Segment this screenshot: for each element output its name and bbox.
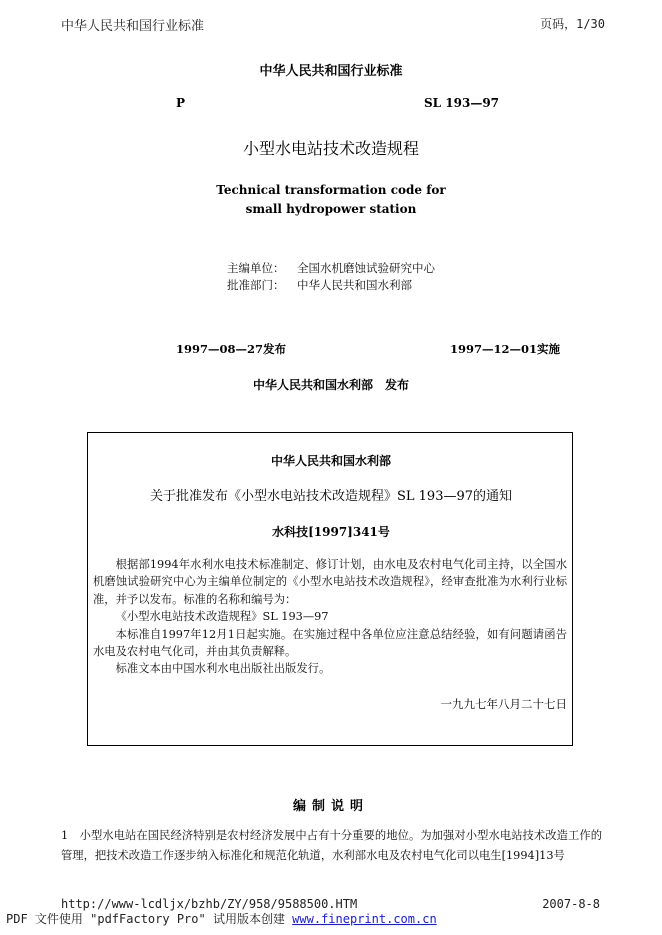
- notice-date: 一九九七年八月二十七日: [440, 697, 567, 711]
- approver-value: 中华人民共和国水利部: [297, 278, 412, 292]
- notice-paragraph: 《小型水电站技术改造规程》SL 193—97: [115, 610, 329, 624]
- explanation-body: [61, 826, 602, 866]
- notice-body: [93, 556, 567, 678]
- english-title-line-2: small hydropower station: [245, 202, 417, 216]
- effective-date: 1997—12—01实施: [450, 342, 561, 356]
- explanation-paragraph: 1 小型水电站在国民经济特别是农村经济发展中占有十分重要的地位。为加强对小型水电站技术改造工作的管理，把技术改造工作逐步纳入标准化和规范化轨道，水利部水电及农村电气化司以电生[1994]13号: [61, 829, 602, 862]
- editor-value: 全国水机磨蚀试验研究中心: [297, 261, 435, 275]
- classification-label: P: [176, 96, 186, 110]
- footer-url[interactable]: http://www-lcdljx/bzhb/ZY/958/9588500.HTM: [61, 897, 358, 911]
- editor-row: [227, 260, 435, 276]
- pdf-notice-text: PDF 文件使用 "pdfFactory Pro" 试用版本创建: [6, 912, 293, 926]
- notice-org: 中华人民共和国水利部: [270, 454, 391, 468]
- notice-paragraph: 本标准自1997年12月1日起实施。在实施过程中各单位应注意总结经验，如有问题请函告水电及农村电气化司，并由其负责解释。: [93, 627, 567, 659]
- pdf-creator-notice: [6, 910, 437, 927]
- document-title: 小型水电站技术改造规程: [242, 139, 419, 158]
- notice-doc-number: 水科技[1997]341号: [272, 525, 390, 539]
- approver-row: [227, 277, 412, 293]
- approver-label: 批准部门：: [227, 278, 285, 292]
- standard-heading: 中华人民共和国行业标准: [259, 64, 403, 79]
- english-title-line-1: Technical transformation code for: [216, 183, 446, 197]
- publisher-line: 中华人民共和国水利部 发布: [252, 378, 409, 392]
- notice-title: 关于批准发布《小型水电站技术改造规程》SL 193—97的通知: [149, 489, 513, 504]
- fineprint-link[interactable]: www.fineprint.com.cn: [292, 912, 437, 926]
- notice-paragraph: 根据部1994年水利水电技术标准制定、修订计划，由水电及农村电气化司主持，以全国水机磨蚀试验研究中心为主编单位制定的《小型水电站技术改造规程》，经审查批准为水利行业标准，并予以发布。标准的名称和编号为：: [93, 558, 567, 606]
- issue-date: 1997—08—27发布: [176, 342, 287, 356]
- explanation-heading: 编制说明: [292, 799, 369, 814]
- running-header-title: 中华人民共和国行业标准: [61, 19, 205, 34]
- page-number: 页码，1/30: [540, 17, 605, 31]
- editor-label: 主编单位：: [227, 261, 285, 275]
- footer-date: 2007-8-8: [542, 897, 600, 911]
- notice-paragraph: 标准文本由中国水利水电出版社出版发行。: [115, 662, 331, 676]
- standard-code: SL 193—97: [424, 96, 500, 110]
